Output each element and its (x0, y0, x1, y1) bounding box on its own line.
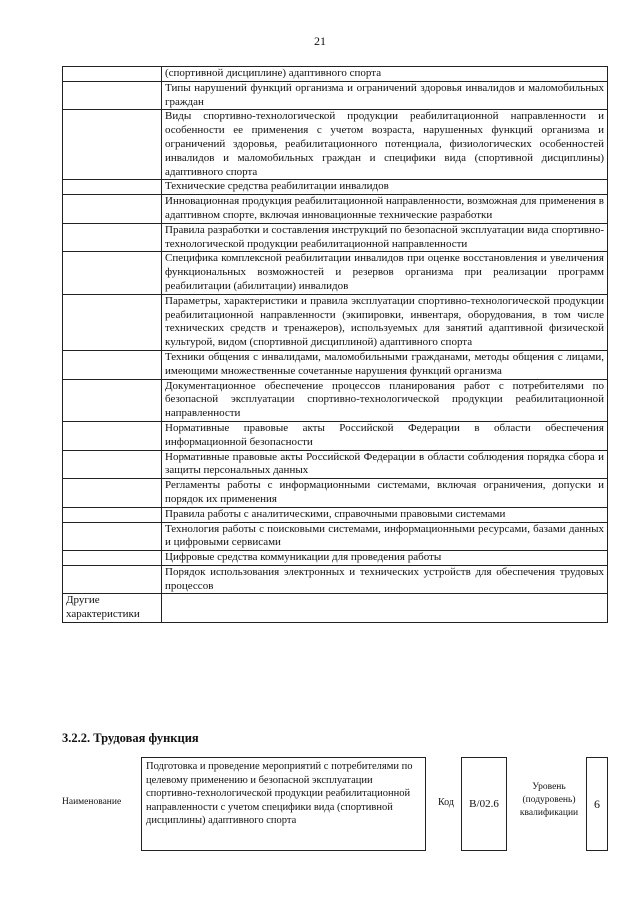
table-row (63, 294, 608, 350)
row-label-cell (63, 195, 162, 224)
row-label-cell (63, 67, 162, 82)
table-row (63, 67, 608, 82)
section-heading: 3.2.2. Трудовая функция (62, 731, 199, 745)
qualification-level-box: 6 (586, 757, 608, 851)
knowledge-item: Цифровые средства коммуникации для проведения работы (162, 551, 608, 566)
knowledge-item: Документационное обеспечение процессов планирования работ с потребителями по безопасной эксплуатации спортивно-технологической продукции реабилитационной направленности (162, 379, 608, 421)
knowledge-item: Технические средства реабилитации инвалидов (162, 180, 608, 195)
table-row (63, 565, 608, 594)
row-label-cell (63, 252, 162, 294)
knowledge-item: Специфика комплексной реабилитации инвалидов при оценке восстановления и увеличения функциональных возможностей и резервов организма при реализации программ реабилитации (абилитации) инвалидов (162, 252, 608, 294)
knowledge-item: Инновационная продукция реабилитационной направленности, возможная для применения в адаптивном спорте, включая инновационные технические разработки (162, 195, 608, 224)
row-label-cell (63, 479, 162, 508)
table-row (63, 551, 608, 566)
knowledge-item: Правила работы с аналитическими, справочными правовыми системами (162, 507, 608, 522)
code-label: Код (438, 797, 454, 808)
row-label-cell (63, 421, 162, 450)
row-label-cell (63, 522, 162, 551)
table-row (63, 223, 608, 252)
row-label-cell (63, 379, 162, 421)
row-label-cell (63, 81, 162, 110)
other-characteristics-value (162, 594, 608, 623)
table-row (63, 350, 608, 379)
knowledge-item: Виды спортивно-технологической продукции реабилитационной направленности и особенности ее применения с учетом возраста, нарушенных функций организма и ограничений здоровья, реабилитационного потенциала, физиологических особенностей инвалидов и маломобильных граждан и специфики вида (спортивной дисциплины) адаптивного спорта (162, 110, 608, 180)
row-label-cell (63, 294, 162, 350)
code-box: B/02.6 (461, 757, 507, 851)
table-row (63, 195, 608, 224)
table-row (63, 450, 608, 479)
name-label: Наименование (62, 797, 122, 807)
table-row (63, 81, 608, 110)
other-characteristics-label: Другие характеристики (63, 594, 162, 623)
row-label-cell (63, 223, 162, 252)
qualification-level-label: Уровень (подуровень) квалификации (519, 782, 579, 818)
knowledge-item: Порядок использования электронных и технических устройств для обеспечения трудовых процессов (162, 565, 608, 594)
knowledge-item: Техники общения с инвалидами, маломобильными гражданами, методы общения с лицами, имеющими множественные сочетанные нарушения функций организма (162, 350, 608, 379)
table-row (63, 507, 608, 522)
function-name-box: Подготовка и проведение мероприятий с потребителями по целевому применению и безопасной эксплуатации спортивно-технологической продукции реабилитационной направленности с учетом специфики вида (спортивной дисциплины) адаптивного спорта (141, 757, 426, 851)
knowledge-item: Нормативные правовые акты Российской Федерации в области соблюдения порядка сбора и защиты персональных данных (162, 450, 608, 479)
row-label-cell (63, 551, 162, 566)
knowledge-item: Типы нарушений функций организма и ограничений здоровья инвалидов и маломобильных граждан (162, 81, 608, 110)
knowledge-item: Технология работы с поисковыми системами, информационными ресурсами, базами данных и цифровыми сервисами (162, 522, 608, 551)
table-row (63, 379, 608, 421)
row-label-cell (63, 350, 162, 379)
knowledge-item: (спортивной дисциплине) адаптивного спорта (162, 67, 608, 82)
row-label-cell (63, 450, 162, 479)
knowledge-item: Регламенты работы с информационными системами, включая ограничения, допуски и порядок их применения (162, 479, 608, 508)
knowledge-item: Параметры, характеристики и правила эксплуатации спортивно-технологической продукции реабилитационной направленности (экипировки, инвентаря, оборудования, в том числе технических средств и тренажеров), используемых для занятий адаптивной физической культурой, видом (спортивной дисциплиной) адаптивного спорта (162, 294, 608, 350)
knowledge-table (62, 66, 608, 623)
knowledge-item: Нормативные правовые акты Российской Федерации в области обеспечения информационной безопасности (162, 421, 608, 450)
table-row (63, 522, 608, 551)
knowledge-item: Правила разработки и составления инструкций по безопасной эксплуатации вида спортивно-технологической продукции реабилитационной направленности (162, 223, 608, 252)
table-row (63, 252, 608, 294)
table-row (63, 479, 608, 508)
other-characteristics-row (63, 594, 608, 623)
row-label-cell (63, 565, 162, 594)
table-row (63, 180, 608, 195)
table-row (63, 110, 608, 180)
row-label-cell (63, 180, 162, 195)
table-row (63, 421, 608, 450)
page-number: 21 (314, 34, 326, 48)
row-label-cell (63, 110, 162, 180)
row-label-cell (63, 507, 162, 522)
